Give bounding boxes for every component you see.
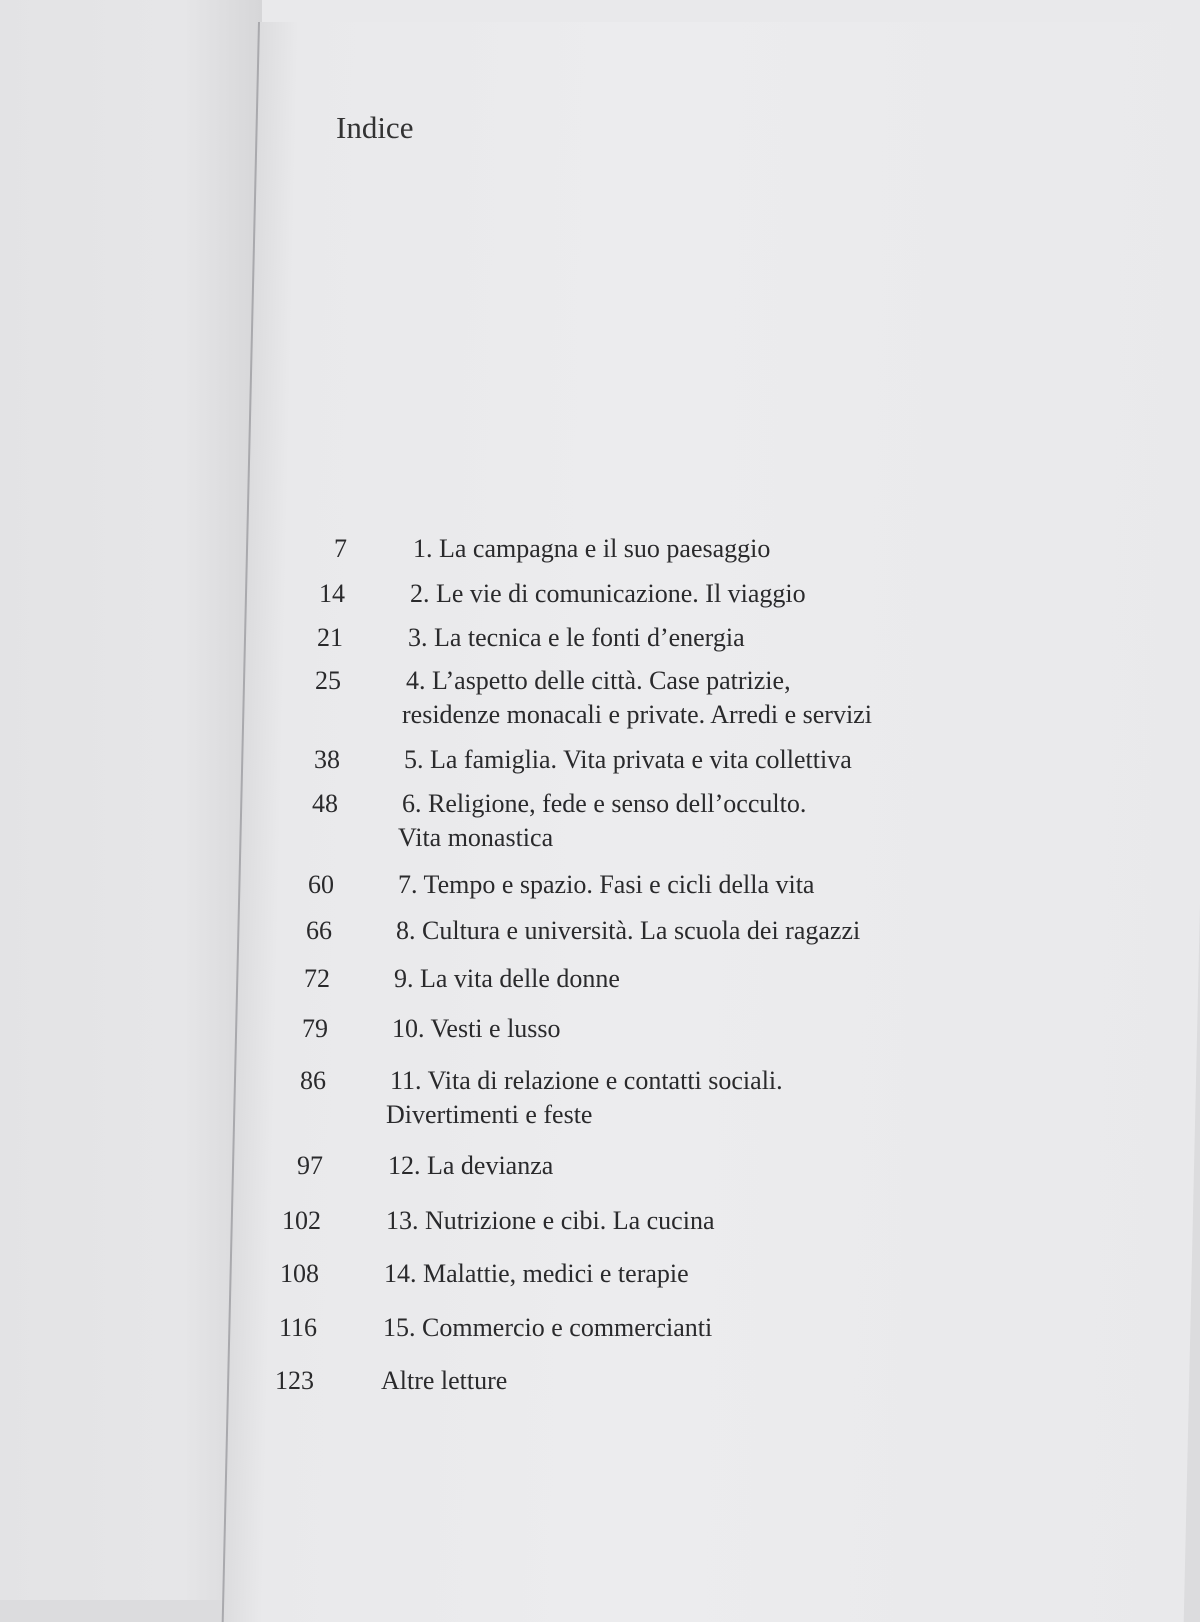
chapter-title: 14. Malattie, medici e terapie (384, 1259, 689, 1288)
chapter-title: Vita monastica (398, 823, 554, 852)
chapter-title: 6. Religione, fede e senso dell’occulto. (402, 789, 807, 818)
chapter-title: 10. Vesti e lusso (392, 1014, 561, 1043)
chapter-title: 11. Vita di relazione e contatti sociali. (390, 1066, 783, 1095)
page-number: 108 (280, 1259, 319, 1288)
chapter-title: 4. L’aspetto delle città. Case patrizie, (406, 666, 791, 695)
chapter-title: 8. Cultura e università. La scuola dei ragazzi (396, 916, 861, 945)
page-number: 60 (308, 870, 334, 899)
chapter-title: 15. Commercio e commercianti (383, 1313, 713, 1342)
page-number: 86 (300, 1066, 326, 1095)
chapter-title: 9. La vita delle donne (394, 964, 620, 993)
chapter-title: residenze monacali e private. Arredi e servizi (402, 700, 872, 729)
chapter-title: 3. La tecnica e le fonti d’energia (408, 623, 745, 652)
page-number: 38 (314, 745, 340, 774)
page-number: 14 (319, 579, 345, 608)
chapter-title: 7. Tempo e spazio. Fasi e cicli della vita (398, 870, 815, 899)
page-number: 97 (297, 1151, 323, 1180)
page-number: 25 (315, 666, 341, 695)
chapter-title: 5. La famiglia. Vita privata e vita collettiva (404, 745, 852, 774)
page-number: 79 (302, 1014, 328, 1043)
page-number: 66 (306, 916, 332, 945)
chapter-title: 1. La campagna e il suo paesaggio (413, 534, 771, 563)
page-number: 116 (278, 1313, 317, 1342)
page-number: 48 (312, 789, 338, 818)
chapter-title: 12. La devianza (388, 1151, 554, 1180)
page-number: 7 (334, 534, 347, 563)
chapter-title: 13. Nutrizione e cibi. La cucina (386, 1206, 715, 1235)
left-page (0, 0, 262, 1600)
page-number: 21 (317, 623, 343, 652)
page-number: 72 (304, 964, 330, 993)
chapter-title: Divertimenti e feste (386, 1100, 593, 1129)
page-number: 123 (275, 1366, 314, 1395)
right-page (222, 22, 1200, 1622)
chapter-title: Altre letture (381, 1366, 508, 1395)
chapter-title: 2. Le vie di comunicazione. Il viaggio (410, 579, 806, 608)
page-number: 102 (282, 1206, 321, 1235)
page-title: Indice (336, 110, 414, 145)
